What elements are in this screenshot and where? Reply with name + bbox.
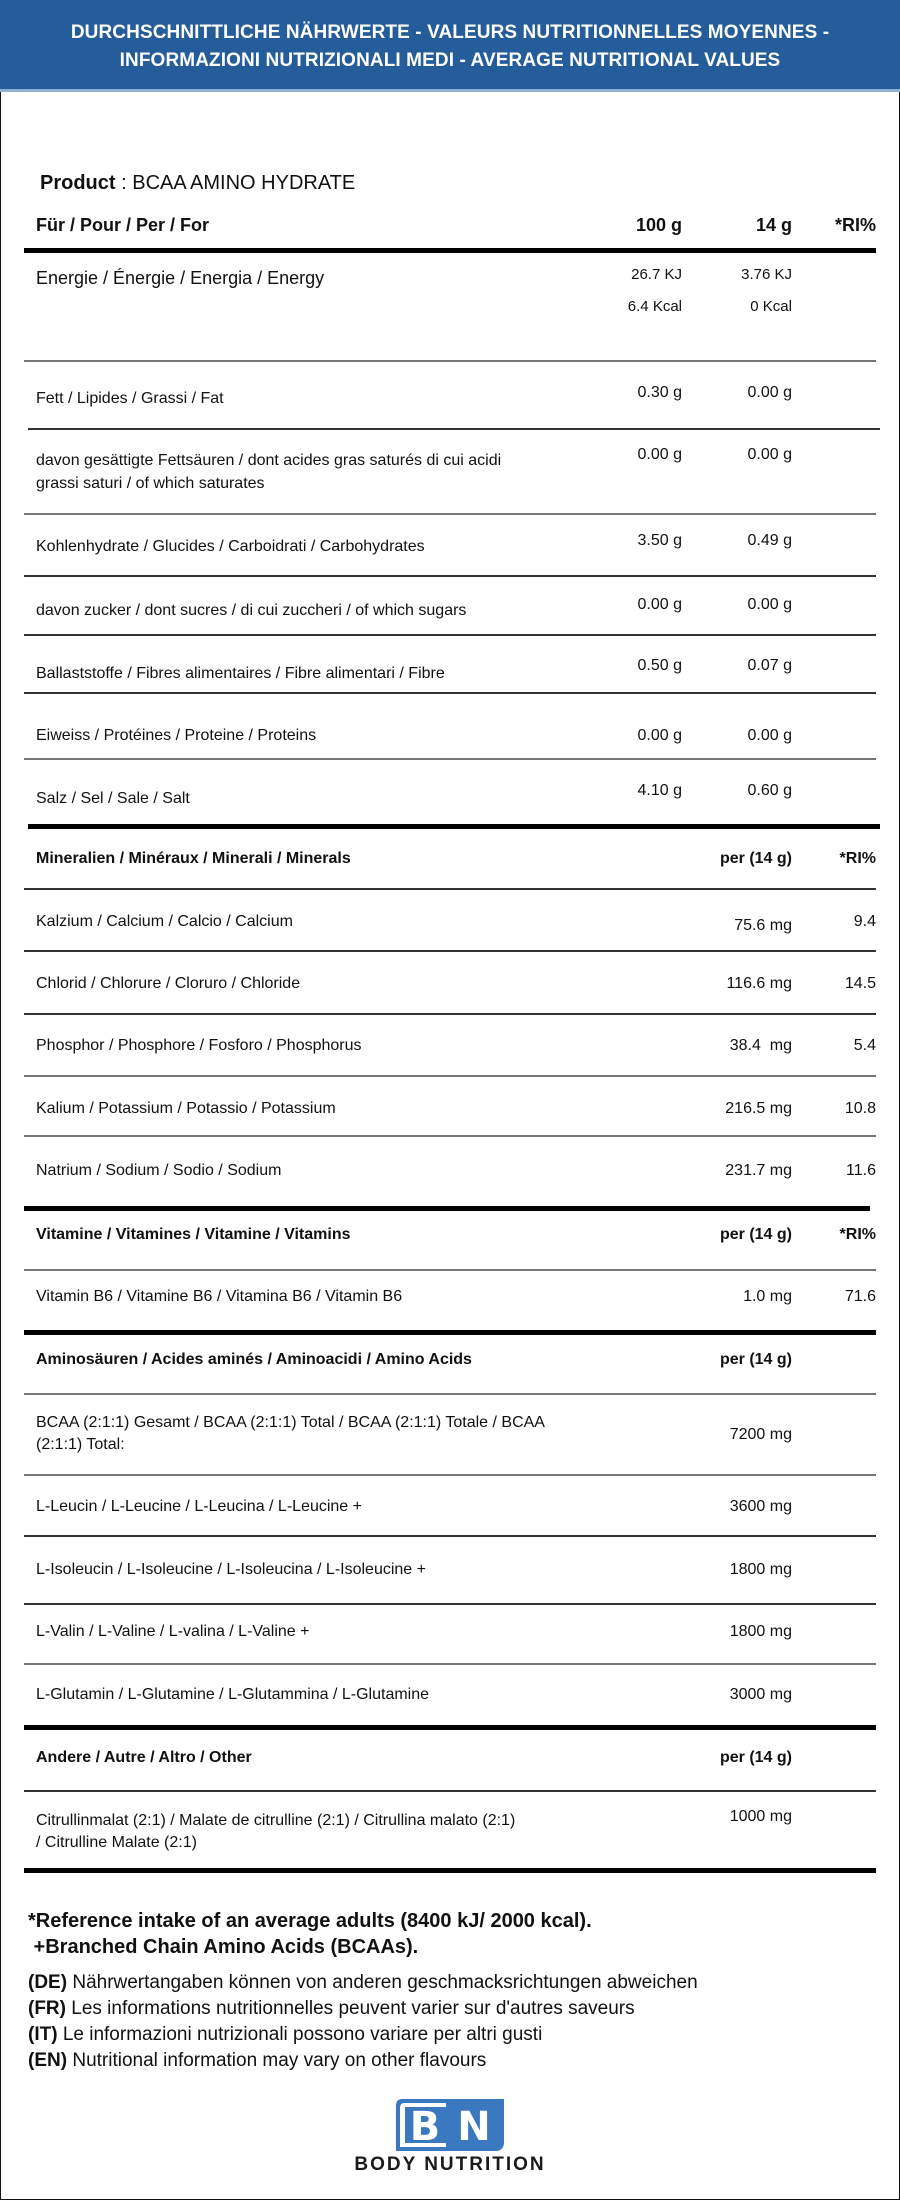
header-col-14g: 14 g: [755, 215, 792, 235]
nutrient-label: davon gesättigte Fettsäuren / dont acides gras saturés di cui acidi: [36, 452, 502, 469]
divider: [28, 824, 880, 829]
nutrient-14g: 0.07 g: [747, 657, 792, 674]
disclaimer-text: Nährwertangaben können von anderen geschmacksrichtungen abweichen: [67, 1972, 698, 1993]
divider: [24, 1725, 876, 1730]
nutrient-label: davon zucker / dont sucres / di cui zuccheri / of which sugars: [36, 602, 467, 619]
lang-code: (DE): [28, 1972, 68, 1993]
mineral-value: 75.6 mg: [734, 917, 792, 934]
nutrient-100g: 0.00 g: [637, 446, 682, 463]
nutrient-label: Kohlenhydrate / Glucides / Carboidrati / Carbohydrates: [36, 538, 425, 555]
amino-label: BCAA (2:1:1) Gesamt / BCAA (2:1:1) Total / BCAA (2:1:1) Totale / BCAA: [36, 1414, 545, 1431]
nutrient-14g: 0.00 g: [747, 384, 792, 401]
nutrient-14g: 0.00 g: [747, 446, 792, 463]
nutrient-label: Ballaststoffe / Fibres alimentaires / Fibre alimentari / Fibre: [36, 665, 445, 682]
vitamins-header-label: Vitamine / Vitamines / Vitamine / Vitamins: [36, 1226, 351, 1243]
divider: [24, 692, 876, 694]
divider: [24, 888, 876, 890]
mineral-value: 216.5 mg: [725, 1100, 792, 1117]
energy-kj-14g: 3.76 KJ: [741, 266, 792, 283]
amino-value: 1800 mg: [729, 1623, 792, 1640]
disclaimer-it: [28, 2022, 698, 2048]
amino-per-label: per (14 g): [719, 1351, 792, 1368]
logo-letter-b: B: [409, 2104, 441, 2150]
divider: [24, 1135, 876, 1137]
title-banner: [0, 0, 900, 92]
disclaimer-text: Les informations nutritionnelles peuvent varier sur d'autres saveurs: [65, 1998, 635, 2019]
divider: [24, 758, 876, 760]
other-label-line2: / Citrulline Malate (2:1): [36, 1834, 197, 1851]
disclaimer-fr: [28, 1996, 698, 2022]
minerals-header-label: Mineralien / Minéraux / Minerali / Minerals: [36, 850, 351, 867]
amino-label: L-Leucin / L-Leucine / L-Leucina / L-Leucine +: [36, 1498, 362, 1515]
divider: [24, 1393, 876, 1395]
minerals-ri-label: *RI%: [839, 850, 876, 867]
vitamins-per-label: per (14 g): [719, 1226, 792, 1243]
product-name: BCAA AMINO HYDRATE: [132, 172, 356, 194]
mineral-label: Chlorid / Chlorure / Cloruro / Chloride: [36, 975, 301, 992]
amino-label: L-Valin / L-Valine / L-valina / L-Valine +: [36, 1623, 310, 1640]
lang-code: (FR): [28, 1998, 66, 2019]
mineral-ri: 9.4: [853, 913, 876, 930]
nutrient-14g: 0.00 g: [747, 596, 792, 613]
energy-kcal-14g: 0 Kcal: [750, 298, 792, 315]
body-nutrition-logo-icon: [394, 2098, 506, 2152]
mineral-ri: 11.6: [846, 1162, 876, 1179]
nutrient-label: Salz / Sel / Sale / Salt: [36, 790, 190, 807]
minerals-per-label: per (14 g): [719, 850, 792, 867]
mineral-label: Phosphor / Phosphore / Fosforo / Phosphorus: [36, 1037, 362, 1054]
product-separator: :: [115, 172, 133, 194]
bcaa-footnote: +Branched Chain Amino Acids (BCAAs).: [28, 1936, 419, 1958]
mineral-label: Kalzium / Calcium / Calcio / Calcium: [36, 913, 293, 930]
divider: [24, 1474, 876, 1476]
disclaimer-en: [28, 2048, 698, 2074]
footnotes: [28, 1908, 698, 2074]
amino-value: 7200 mg: [729, 1426, 792, 1443]
nutrient-14g: 0.49 g: [747, 532, 792, 549]
divider: [24, 1790, 876, 1792]
product-label: Product: [40, 172, 116, 194]
ri-footnote: *Reference intake of an average adults (8400 kJ/ 2000 kcal).: [28, 1910, 592, 1932]
nutrient-100g: 4.10 g: [637, 782, 682, 799]
amino-value: 3600 mg: [729, 1498, 792, 1515]
nutrient-label: Eiweiss / Protéines / Proteine / Proteins: [36, 727, 317, 744]
header-label: Für / Pour / Per / For: [36, 215, 210, 235]
nutrient-label: Fett / Lipides / Grassi / Fat: [36, 390, 224, 407]
lang-code: (EN): [28, 2050, 68, 2071]
brand-name: BODY NUTRITION: [354, 2154, 546, 2175]
nutrient-100g: 0.30 g: [637, 384, 682, 401]
mineral-value: 231.7 mg: [725, 1162, 792, 1179]
mineral-value: 116.6 mg: [726, 975, 792, 992]
energy-kj-100g: 26.7 KJ: [631, 266, 682, 283]
divider: [24, 1603, 876, 1605]
lang-code: (IT): [28, 2024, 58, 2045]
nutrient-100g: 0.50 g: [637, 657, 682, 674]
other-value: 1000 mg: [729, 1808, 792, 1825]
other-label: Citrullinmalat (2:1) / Malate de citrulline (2:1) / Citrullina malato (2:1): [36, 1812, 516, 1829]
nutrient-14g: 0.00 g: [747, 727, 792, 744]
nutrient-label-line2: grassi saturi / of which saturates: [36, 475, 265, 492]
mineral-ri: 10.8: [844, 1100, 876, 1117]
header-col-ri: *RI%: [834, 215, 876, 235]
mineral-value: 38.4 mg: [729, 1037, 792, 1054]
mineral-ri: 5.4: [853, 1037, 876, 1054]
logo-letter-n: N: [457, 2104, 491, 2150]
amino-label: L-Isoleucin / L-Isoleucine / L-Isoleucina / L-Isoleucine +: [36, 1561, 426, 1578]
divider: [24, 950, 876, 952]
divider: [24, 513, 876, 515]
divider: [24, 1269, 876, 1271]
amino-value: 1800 mg: [729, 1561, 792, 1578]
divider: [24, 575, 876, 577]
nutrient-14g: 0.60 g: [747, 782, 792, 799]
divider: [24, 1868, 876, 1873]
nutrient-100g: 0.00 g: [637, 596, 682, 613]
banner-line-2: INFORMAZIONI NUTRIZIONALI MEDI - AVERAGE NUTRITIONAL VALUES: [119, 50, 781, 71]
disclaimer-de: [28, 1970, 698, 1996]
product-line: [40, 172, 355, 195]
divider: [24, 1206, 870, 1211]
vitamin-value: 1.0 mg: [743, 1288, 792, 1305]
divider: [24, 1075, 876, 1077]
nutrient-100g: 3.50 g: [637, 532, 682, 549]
divider: [24, 1013, 876, 1015]
energy-label: Energie / Énergie / Energia / Energy: [36, 268, 325, 288]
vitamins-ri-label: *RI%: [839, 1226, 876, 1243]
other-per-label: per (14 g): [719, 1749, 792, 1766]
header-col-100g: 100 g: [635, 215, 682, 235]
vitamin-ri: 71.6: [844, 1288, 876, 1305]
amino-label: L-Glutamin / L-Glutamine / L-Glutammina / L-Glutamine: [36, 1686, 430, 1703]
banner-line-1: DURCHSCHNITTLICHE NÄHRWERTE - VALEURS NUTRITIONNELLES MOYENNES -: [70, 22, 830, 43]
divider: [24, 1663, 876, 1665]
disclaimer-text: Le informazioni nutrizionali possono variare per altri gusti: [57, 2024, 543, 2045]
amino-value: 3000 mg: [729, 1686, 792, 1703]
energy-kcal-100g: 6.4 Kcal: [627, 298, 682, 315]
mineral-label: Natrium / Sodium / Sodio / Sodium: [36, 1162, 282, 1179]
mineral-label: Kalium / Potassium / Potassio / Potassium: [36, 1100, 336, 1117]
other-header-label: Andere / Autre / Altro / Other: [36, 1749, 252, 1766]
divider: [24, 1535, 876, 1537]
amino-label-line2: (2:1:1) Total:: [36, 1436, 125, 1453]
nutrient-100g: 0.00 g: [637, 727, 682, 744]
vitamin-label: Vitamin B6 / Vitamine B6 / Vitamina B6 / Vitamin B6: [36, 1288, 403, 1305]
amino-header-label: Aminosäuren / Acides aminés / Aminoacidi / Amino Acids: [36, 1351, 472, 1368]
disclaimer-text: Nutritional information may vary on other flavours: [67, 2050, 487, 2071]
divider: [28, 428, 880, 430]
divider: [24, 1330, 876, 1335]
divider: [24, 634, 876, 636]
divider: [24, 248, 876, 253]
mineral-ri: 14.5: [844, 975, 876, 992]
divider: [24, 360, 876, 362]
